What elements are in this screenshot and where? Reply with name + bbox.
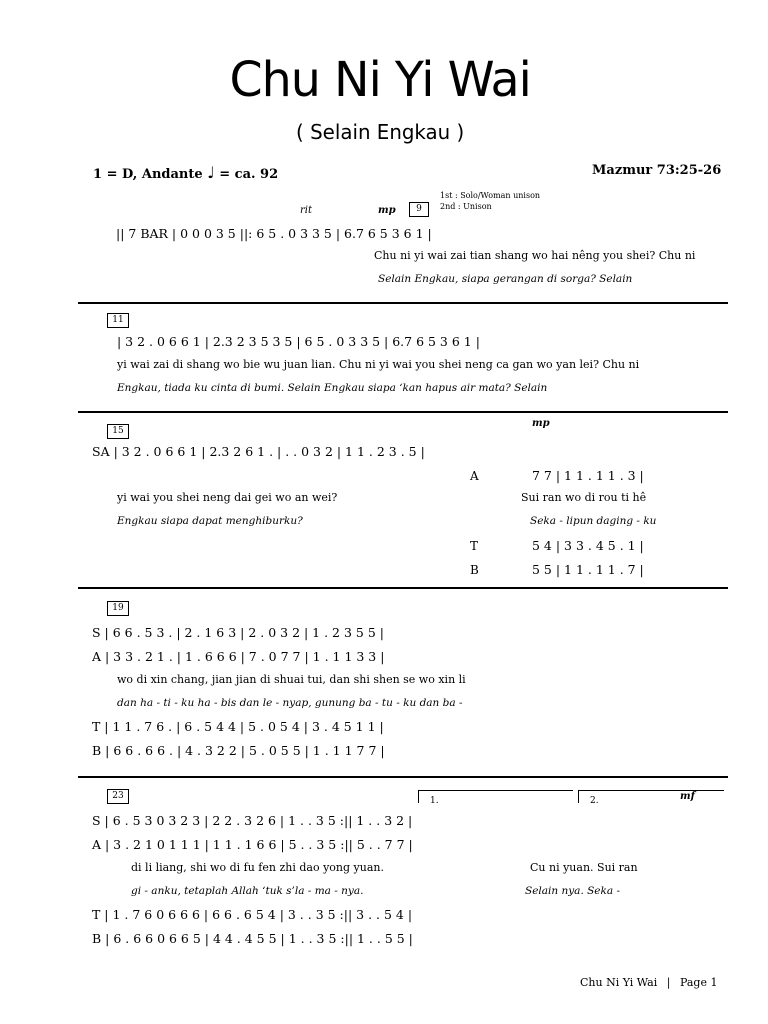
- note-first-verse: 1st : Solo/Woman unison: [440, 191, 541, 200]
- lyrics-mandarin: yi wai you shei neng dai gei wo an wei?: [117, 491, 338, 504]
- measure-number: 19: [107, 601, 129, 616]
- dynamic-mp: mp: [532, 418, 550, 429]
- measure-number: 23: [107, 789, 129, 804]
- soprano-alto-line: SA | 3 2 . 0 6 6 1 | 2.3 2 6 1 . | . . 0 3 2 | 1 1 . 2 3 . 5 |: [92, 444, 425, 459]
- bass-line: 5 5 | 1 1 . 1 1 . 7 |: [532, 562, 644, 577]
- lyrics-indonesian: gi - anku, tetaplah Allah ‘tuk s’la - ma - nya.: [131, 885, 364, 897]
- lyrics-indonesian-2: Seka - lipun daging - ku: [530, 515, 657, 527]
- volta-label-1: 1.: [430, 796, 439, 806]
- bass-label: B: [470, 563, 479, 577]
- dynamic-mp: mp: [378, 205, 396, 216]
- lyrics-mandarin: Chu ni yi wai zai tian shang wo hai nêng you shei? Chu ni: [374, 249, 696, 262]
- system-divider: [78, 587, 728, 589]
- system-divider: [78, 411, 728, 413]
- lyrics-mandarin-2: Cu ni yuan. Sui ran: [530, 861, 638, 874]
- lyrics-indonesian: Engkau, tiada ku cinta di bumi. Selain Engkau siapa ‘kan hapus air mata? Selain: [117, 382, 548, 394]
- measure-number: 9: [409, 202, 429, 217]
- lyrics-mandarin: yi wai zai di shang wo bie wu juan lian. Chu ni yi wai you shei neng ca gan wo yan lei? Chu ni: [117, 358, 640, 371]
- lyrics-indonesian: Engkau siapa dapat menghiburku?: [117, 515, 303, 527]
- lyrics-mandarin: wo di xin chang, jian jian di shuai tui, dan shi shen se wo xin li: [117, 673, 466, 686]
- page-number: Page 1: [679, 976, 718, 989]
- soprano-line: S | 6 6 . 5 3 . | 2 . 1 6 3 | 2 . 0 3 2 | 1 . 2 3 5 5 |: [92, 625, 384, 640]
- page-title: Chu Ni Yi Wai: [229, 52, 531, 108]
- alto-line: A | 3 . 2 1 0 1 1 1 | 1 1 . 1 6 6 | 5 . . 3 5 :|| 5 . . 7 7 |: [92, 837, 413, 852]
- tenor-line: T | 1 1 . 7 6 . | 6 . 5 4 4 | 5 . 0 5 4 | 3 . 4 5 1 1 |: [92, 719, 384, 734]
- rit-marking: rit: [300, 205, 312, 216]
- key-tempo: [93, 163, 278, 182]
- lyrics-mandarin: di li liang, shi wo di fu fen zhi dao yong yuan.: [131, 861, 384, 874]
- lyrics-indonesian-2: Selain nya. Seka -: [525, 885, 621, 897]
- soprano-line: S | 6 . 5 3 0 3 2 3 | 2 2 . 3 2 6 | 1 . . 3 5 :|| 1 . . 3 2 |: [92, 813, 413, 828]
- lyrics-indonesian: dan ha - ti - ku ha - bis dan le - nyap, gunung ba - tu - ku dan ba -: [117, 697, 463, 709]
- system-divider: [78, 776, 728, 778]
- key-signature: 1 = D, Andante: [93, 167, 203, 182]
- tenor-line: 5 4 | 3 3 . 4 5 . 1 |: [532, 538, 644, 553]
- note-second-verse: 2nd : Unison: [440, 202, 492, 211]
- alto-label: A: [470, 469, 479, 483]
- dynamic-mf: mf: [680, 791, 695, 802]
- bass-line: B | 6 6 . 6 6 . | 4 . 3 2 2 | 5 . 0 5 5 | 1 . 1 1 7 7 |: [92, 743, 385, 758]
- volta-label-2: 2.: [590, 796, 599, 806]
- volta-second-ending: [578, 790, 724, 803]
- footer-song-title: Chu Ni Yi Wai: [580, 976, 658, 989]
- melody-line: | 3 2 . 0 6 6 1 | 2.3 2 3 5 3 5 | 6 5 . 0 3 3 5 | 6.7 6 5 3 6 1 |: [117, 334, 480, 349]
- quarter-note-icon: ♩: [207, 163, 215, 182]
- alto-line: A | 3 3 . 2 1 . | 1 . 6 6 6 | 7 . 0 7 7 | 1 . 1 1 3 3 |: [92, 649, 385, 664]
- tenor-label: T: [470, 539, 479, 553]
- melody-line: || 7 BAR | 0 0 0 3 5 ||: 6 5 . 0 3 3 5 | 6.7 6 5 3 6 1 |: [116, 226, 432, 241]
- footer-separator: |: [666, 976, 671, 989]
- scripture-reference: Mazmur 73:25-26: [592, 163, 722, 178]
- tenor-line: T | 1 . 7 6 0 6 6 6 | 6 6 . 6 5 4 | 3 . . 3 5 :|| 3 . . 5 4 |: [92, 907, 413, 922]
- measure-number: 11: [107, 313, 129, 328]
- tempo-value: = ca. 92: [219, 167, 279, 182]
- lyrics-indonesian: Selain Engkau, siapa gerangan di sorga? Selain: [378, 273, 633, 285]
- volta-first-ending: [418, 790, 573, 803]
- lyrics-mandarin-2: Sui ran wo di rou ti hê: [521, 491, 647, 504]
- system-divider: [78, 302, 728, 304]
- footer: [580, 976, 717, 989]
- measure-number: 15: [107, 424, 129, 439]
- page-subtitle: ( Selain Engkau ): [296, 120, 465, 144]
- bass-line: B | 6 . 6 6 0 6 6 5 | 4 4 . 4 5 5 | 1 . . 3 5 :|| 1 . . 5 5 |: [92, 931, 413, 946]
- alto-line: 7 7 | 1 1 . 1 1 . 3 |: [532, 468, 644, 483]
